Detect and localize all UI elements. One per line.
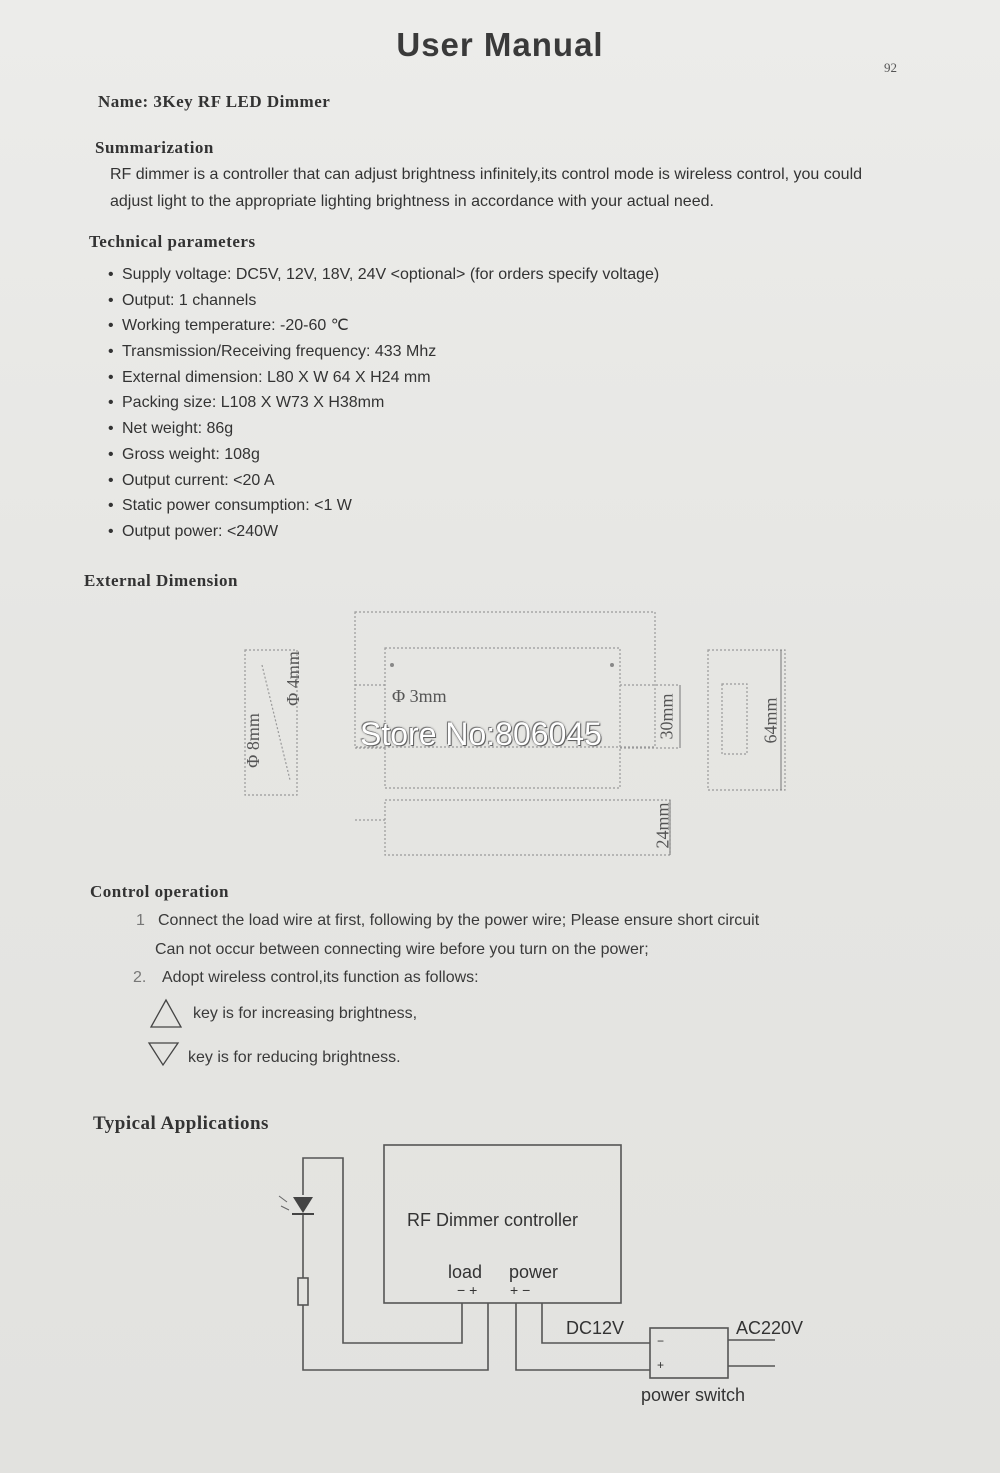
led-diode-icon	[293, 1197, 313, 1213]
switch-plus: +	[657, 1358, 665, 1372]
step-1-line-1: Connect the load wire at first, following by the power wire; Please ensure short circuit	[158, 912, 760, 929]
power-switch-label: power switch	[641, 1385, 746, 1405]
load-positive-wire	[303, 1303, 488, 1370]
power-label: power	[509, 1262, 559, 1282]
param-frequency: • Transmission/Receiving frequency: 433 Mhz	[108, 339, 659, 365]
param-static-power: • Static power consumption: <1 W	[108, 493, 659, 519]
dimension-heading: External Dimension	[84, 571, 238, 590]
control-heading: Control operation	[90, 882, 229, 901]
summarization-line-1: RF dimmer is a controller that can adjust brightness infinitely,its control mode is wireless control, you could	[110, 166, 863, 183]
param-packing-size: • Packing size: L108 X W73 X H38mm	[108, 390, 659, 416]
dc-voltage-label: DC12V	[566, 1318, 625, 1338]
controller-label: RF Dimmer controller	[407, 1210, 579, 1230]
load-label: load	[448, 1262, 483, 1282]
dim-hole-large: Φ 8mm	[242, 713, 263, 768]
param-net-weight: • Net weight: 86g	[108, 416, 659, 442]
param-working-temperature: • Working temperature: -20-60 ℃	[108, 313, 659, 339]
step-1-number: 1	[136, 912, 145, 929]
power-polarity: + −	[510, 1282, 531, 1298]
dim-height-24: 24mm	[652, 802, 673, 849]
store-watermark: Store No:806045	[360, 716, 602, 752]
dim-hole-small: Φ 4mm	[282, 651, 303, 706]
load-polarity: − +	[457, 1282, 478, 1298]
switch-minus: −	[657, 1334, 665, 1348]
product-name: Name: 3Key RF LED Dimmer	[98, 92, 331, 111]
param-output: • Output: 1 channels	[108, 288, 659, 314]
param-external-dimension: • External dimension: L80 X W 64 X H24 mm	[108, 365, 659, 391]
load-negative-wire	[303, 1158, 462, 1343]
param-gross-weight: • Gross weight: 108g	[108, 442, 659, 468]
key-down-text: key is for reducing brightness.	[188, 1049, 401, 1066]
applications-heading: Typical Applications	[93, 1113, 269, 1134]
summarization-heading: Summarization	[95, 138, 214, 157]
dim-height-30: 30mm	[656, 693, 677, 740]
key-up-text: key is for increasing brightness,	[193, 1005, 418, 1022]
step-2-number: 2.	[133, 969, 147, 986]
ac-voltage-label: AC220V	[736, 1318, 804, 1338]
led-light-ray-icon	[279, 1196, 287, 1202]
summarization-line-2: adjust light to the appropriate lighting brightness in accordance with your actual need.	[110, 193, 714, 210]
param-output-power: • Output power: <240W	[108, 519, 659, 545]
dim-hole-body: Φ 3mm	[392, 686, 447, 706]
technical-heading: Technical parameters	[89, 232, 256, 251]
page-number: 92	[884, 60, 897, 75]
step-2-text: Adopt wireless control,its function as follows:	[162, 969, 479, 986]
resistor-icon	[298, 1278, 308, 1305]
dim-width-64: 64mm	[760, 697, 781, 744]
param-supply-voltage: • Supply voltage: DC5V, 12V, 18V, 24V <optional> (for orders specify voltage)	[108, 262, 659, 288]
param-output-current: • Output current: <20 A	[108, 468, 659, 494]
page-title: User Manual	[396, 26, 604, 63]
step-1-line-2: Can not occur between connecting wire before you turn on the power;	[155, 941, 649, 958]
